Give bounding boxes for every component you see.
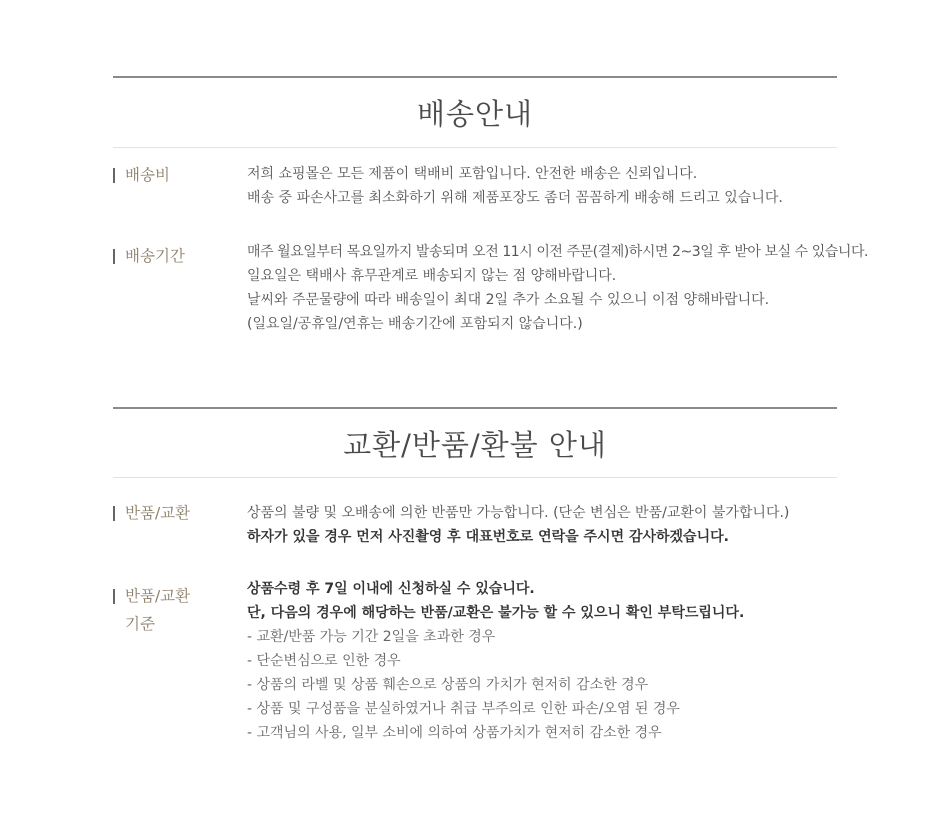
- body-line-emphasis: 상품수령 후 7일 이내에 신청하실 수 있습니다.: [247, 581, 535, 597]
- body-line-emphasis: 단, 다음의 경우에 해당하는 반품/교환은 불가능 할 수 있으니 확인 부탁드립니다.: [247, 605, 745, 621]
- label-bar: [113, 168, 115, 183]
- list-item: - 상품 및 구성품을 분실하였거나 취급 부주의로 인한 파손/오염 된 경우: [247, 701, 680, 717]
- row-body-shipping-fee: [247, 162, 847, 210]
- body-line: 배송 중 파손사고를 최소화하기 위해 제품포장도 좀더 꼼꼼하게 배송해 드리고 있습니다.: [247, 190, 783, 206]
- body-line: 저희 쇼핑몰은 모든 제품이 택배비 포함입니다. 안전한 배송은 신뢰입니다.: [247, 166, 698, 182]
- list-item: - 교환/반품 가능 기간 2일을 초과한 경우: [247, 629, 496, 645]
- shipping-section: [113, 76, 869, 356]
- row-body-shipping-period: [247, 240, 869, 336]
- body-line: 일요일은 택배사 휴무관계로 배송되지 않는 점 양해바랍니다.: [247, 268, 617, 284]
- row-body-return-criteria: [247, 577, 847, 745]
- body-line: (일요일/공휴일/연휴는 배송기간에 포함되지 않습니다.): [247, 316, 583, 332]
- list-item: - 고객님의 사용, 일부 소비에 의하여 상품가치가 현저히 감소한 경우: [247, 725, 662, 741]
- row-body-return-exchange: [247, 501, 847, 549]
- label-bar: [113, 589, 115, 604]
- exchange-section: [113, 407, 837, 767]
- row-label-text: 반품/교환: [125, 587, 191, 605]
- section-title: 교환/반품/환불 안내: [343, 428, 607, 462]
- body-line: 날씨와 주문물량에 따라 배송일이 최대 2일 추가 소요될 수 있으니 이점 양해바랍니다.: [247, 292, 770, 308]
- body-line: 매주 월요일부터 목요일까지 발송되며 오전 11시 이전 주문(결제)하시면 2~3일 후 받아 보실 수 있습니다.: [247, 244, 869, 260]
- section-top-divider: [113, 76, 837, 78]
- list-item: - 단순변심으로 인한 경우: [247, 653, 401, 669]
- section-top-divider: [113, 407, 837, 409]
- row-label-return-criteria: [113, 582, 235, 638]
- row-label-text: 배송비: [125, 166, 170, 184]
- row-label-return-exchange: [113, 499, 235, 527]
- row-label-shipping-period: [113, 242, 235, 270]
- section-title: 배송안내: [416, 97, 534, 131]
- row-label-text: 기준: [125, 615, 155, 633]
- row-label-text: 배송기간: [125, 247, 185, 265]
- section-title-divider: [113, 147, 837, 148]
- body-line: 상품의 불량 및 오배송에 의한 반품만 가능합니다. (단순 변심은 반품/교환이 불가합니다.): [247, 505, 790, 521]
- list-item: - 상품의 라벨 및 상품 훼손으로 상품의 가치가 현저히 감소한 경우: [247, 677, 649, 693]
- section-title-divider: [113, 477, 837, 478]
- body-line-emphasis: 하자가 있을 경우 먼저 사진촬영 후 대표번호로 연락을 주시면 감사하겠습니다.: [247, 529, 729, 545]
- row-label-shipping-fee: [113, 161, 235, 189]
- label-bar: [113, 249, 115, 264]
- label-bar: [113, 506, 115, 521]
- row-label-text: 반품/교환: [125, 504, 191, 522]
